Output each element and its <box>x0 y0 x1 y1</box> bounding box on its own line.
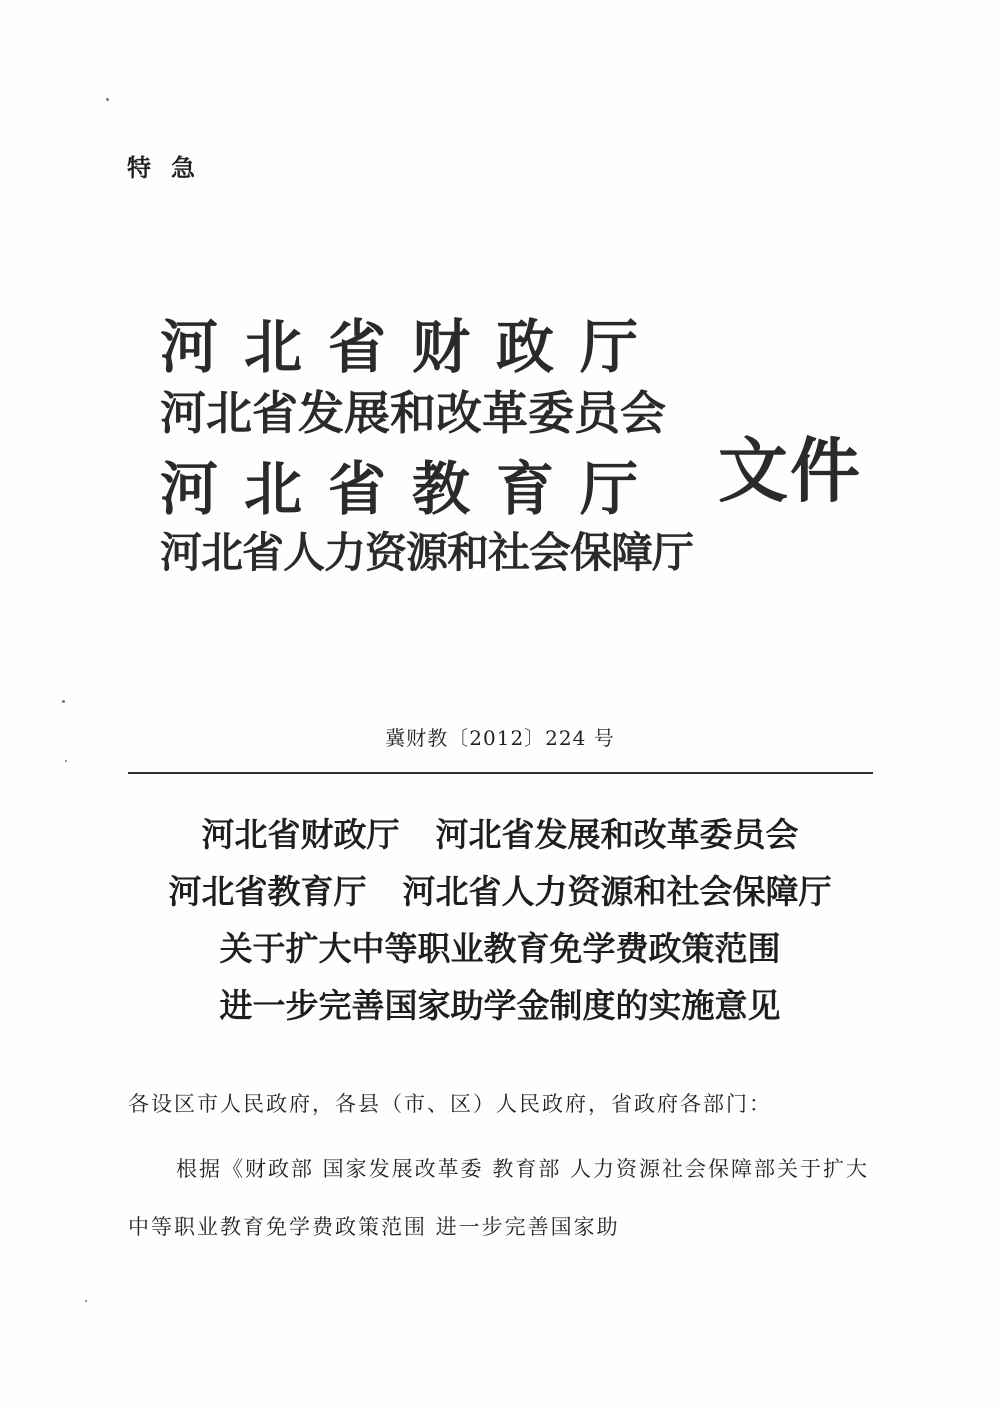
title-agency-development: 河北省发展和改革委员会 <box>435 815 799 854</box>
document-number: 冀财教〔2012〕224 号 <box>385 726 615 750</box>
salutation: 各设区市人民政府，各县（市、区）人民政府，省政府各部门： <box>128 1092 772 1116</box>
title-line-4: 进一步完善国家助学金制度的实施意见 <box>219 986 781 1025</box>
document-title <box>0 810 1000 1038</box>
agency-development-reform: 河北省发展和改革委员会 <box>160 386 666 440</box>
title-agency-finance: 河北省财政厅 <box>201 815 400 854</box>
title-line-3: 关于扩大中等职业教育免学费政策范围 <box>219 929 781 968</box>
scan-speck <box>106 98 109 101</box>
agency-finance-dept: 河北省财政厅 <box>160 313 665 381</box>
document-mark: 文件 <box>718 430 862 512</box>
title-line-1 <box>0 810 1000 867</box>
agency-education-dept: 河北省教育厅 <box>160 455 665 523</box>
header-divider <box>128 772 873 774</box>
title-agency-hr: 河北省人力资源和社会保障厅 <box>402 872 832 911</box>
agency-human-resources: 河北省人力资源和社会保障厅 <box>160 528 694 577</box>
issuing-agencies <box>160 313 720 592</box>
title-agency-education: 河北省教育厅 <box>168 872 367 911</box>
scan-speck <box>65 760 67 762</box>
scan-speck <box>62 700 65 703</box>
urgency-label: 特急 <box>127 154 215 182</box>
title-line-2 <box>0 867 1000 924</box>
body-paragraph: 根据《财政部 国家发展改革委 教育部 人力资源社会保障部关于扩大中等职业教育免学费政策范围 进一步完善国家助 <box>128 1157 870 1239</box>
scan-speck <box>85 1300 87 1302</box>
